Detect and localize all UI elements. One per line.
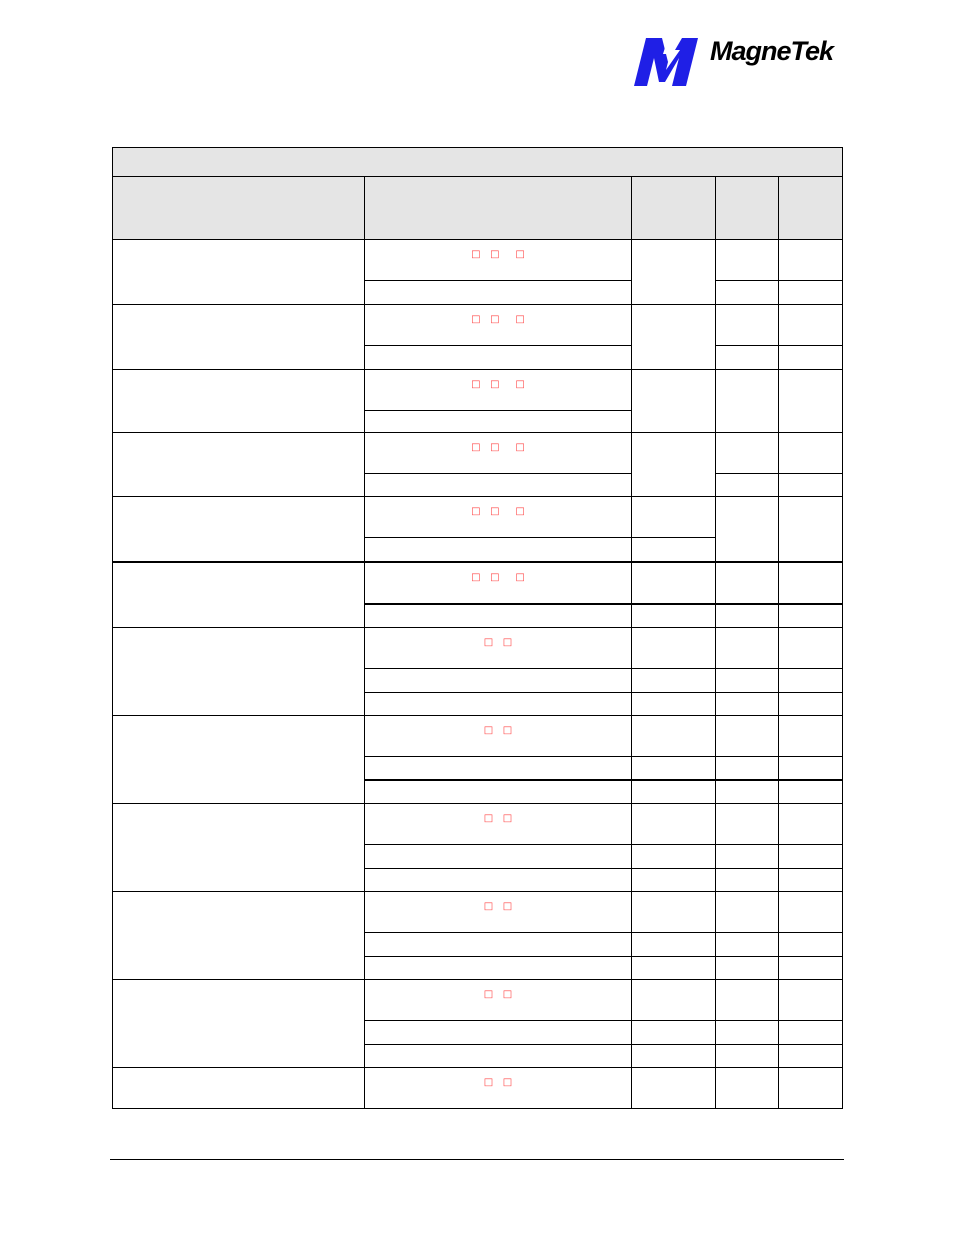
table-cell <box>365 411 632 433</box>
marker-glyphs: □ □ <box>483 1077 513 1088</box>
table-row <box>113 628 843 669</box>
table-cell <box>632 1044 716 1067</box>
table-cell <box>779 669 843 692</box>
table-cell <box>779 757 843 781</box>
table-cell <box>365 281 632 305</box>
table-cell <box>779 1068 843 1109</box>
parameter-table <box>112 147 843 1109</box>
table-row <box>113 370 843 411</box>
marker-glyphs: □ □ □ <box>471 506 525 517</box>
table-cell <box>779 804 843 845</box>
table-cell <box>632 604 716 628</box>
table-cell <box>716 780 779 804</box>
marker-glyphs: □ □ □ <box>471 379 525 390</box>
table-cell <box>779 497 843 563</box>
table-cell <box>365 346 632 370</box>
table-header-row <box>113 177 843 240</box>
table-row <box>113 433 843 474</box>
table-cell <box>716 433 779 474</box>
table-row <box>113 497 843 538</box>
table-cell <box>716 692 779 715</box>
magnetek-m-bolt-icon <box>632 36 708 88</box>
marker-glyphs: □ □ □ <box>471 249 525 260</box>
marker-glyphs: □ □ □ <box>471 314 525 325</box>
table-cell <box>632 804 716 845</box>
value-cell <box>365 892 632 933</box>
table-cell <box>632 497 716 538</box>
table-cell <box>779 240 843 281</box>
table-cell <box>365 538 632 563</box>
table-cell <box>632 433 716 497</box>
table-cell <box>779 980 843 1021</box>
table-cell <box>779 933 843 956</box>
table-title-row <box>113 148 843 177</box>
table-cell <box>716 845 779 868</box>
table-cell <box>716 892 779 933</box>
table-cell <box>779 868 843 891</box>
table-cell <box>716 305 779 346</box>
value-cell <box>365 497 632 538</box>
column-header-3 <box>632 177 716 240</box>
table-cell <box>779 845 843 868</box>
table-cell <box>365 956 632 979</box>
value-cell <box>365 433 632 474</box>
table-cell <box>632 956 716 979</box>
table-cell <box>365 1021 632 1044</box>
table-cell <box>632 538 716 563</box>
table-row <box>113 1068 843 1109</box>
table-cell <box>365 868 632 891</box>
table-cell <box>716 497 779 563</box>
row-label-cell <box>113 433 365 497</box>
table-cell <box>779 692 843 715</box>
table-cell <box>365 845 632 868</box>
table-row <box>113 305 843 346</box>
table-cell <box>365 604 632 628</box>
table-row <box>113 240 843 281</box>
table-cell <box>779 716 843 757</box>
table-cell <box>716 669 779 692</box>
table-cell <box>779 305 843 346</box>
table-cell <box>632 692 716 715</box>
value-cell <box>365 370 632 411</box>
marker-glyphs: □ □ <box>483 637 513 648</box>
value-cell <box>365 562 632 604</box>
table-cell <box>779 780 843 804</box>
table-row <box>113 892 843 933</box>
table-cell <box>632 370 716 433</box>
row-label-cell <box>113 240 365 305</box>
table-cell <box>716 562 779 604</box>
value-cell <box>365 628 632 669</box>
logo-wordmark: MagneTek <box>710 36 834 66</box>
table-row <box>113 562 843 604</box>
table-cell <box>632 980 716 1021</box>
table-cell <box>716 240 779 281</box>
row-label-cell <box>113 370 365 433</box>
table-cell <box>779 474 843 497</box>
table-cell <box>716 346 779 370</box>
value-cell <box>365 980 632 1021</box>
value-cell <box>365 1068 632 1109</box>
table-cell <box>632 240 716 305</box>
table-cell <box>779 604 843 628</box>
table-cell <box>632 669 716 692</box>
table-cell <box>632 892 716 933</box>
value-cell <box>365 804 632 845</box>
marker-glyphs: □ □ <box>483 813 513 824</box>
table-cell <box>716 281 779 305</box>
table-cell <box>365 757 632 781</box>
table-cell <box>716 757 779 781</box>
table-cell <box>779 892 843 933</box>
table-cell <box>716 1068 779 1109</box>
table-cell <box>365 474 632 497</box>
table-cell <box>716 716 779 757</box>
table-cell <box>779 956 843 979</box>
marker-glyphs: □ □ □ <box>471 442 525 453</box>
table-cell <box>716 868 779 891</box>
table-cell <box>632 933 716 956</box>
marker-glyphs: □ □ <box>483 725 513 736</box>
table-cell <box>365 692 632 715</box>
table-cell <box>779 628 843 669</box>
table-cell <box>632 716 716 757</box>
table-cell <box>632 628 716 669</box>
table-cell <box>632 845 716 868</box>
row-label-cell <box>113 980 365 1068</box>
table-cell <box>779 1021 843 1044</box>
table-row <box>113 980 843 1021</box>
magnetek-logo <box>632 36 844 88</box>
table-title <box>113 148 843 177</box>
table-cell <box>716 804 779 845</box>
marker-glyphs: □ □ □ <box>471 572 525 583</box>
table-cell <box>779 562 843 604</box>
row-label-cell <box>113 1068 365 1109</box>
table-cell <box>365 1044 632 1067</box>
row-label-cell <box>113 497 365 563</box>
table-row <box>113 716 843 757</box>
value-cell <box>365 240 632 281</box>
row-label-cell <box>113 892 365 980</box>
column-header-2 <box>365 177 632 240</box>
table-cell <box>779 370 843 433</box>
marker-glyphs: □ □ <box>483 989 513 1000</box>
table-cell <box>365 933 632 956</box>
footer-rule <box>110 1159 844 1160</box>
table-cell <box>779 433 843 474</box>
table-cell <box>632 868 716 891</box>
value-cell <box>365 716 632 757</box>
table-cell <box>632 780 716 804</box>
table-cell <box>716 628 779 669</box>
table-cell <box>632 1021 716 1044</box>
table-row <box>113 804 843 845</box>
table-cell <box>632 562 716 604</box>
column-header-1 <box>113 177 365 240</box>
table-cell <box>779 281 843 305</box>
table-cell <box>365 669 632 692</box>
table-cell <box>779 346 843 370</box>
table-cell <box>632 1068 716 1109</box>
table-cell <box>716 1044 779 1067</box>
value-cell <box>365 305 632 346</box>
row-label-cell <box>113 628 365 716</box>
column-header-4 <box>716 177 779 240</box>
table-cell <box>716 474 779 497</box>
table-cell <box>716 956 779 979</box>
row-label-cell <box>113 804 365 892</box>
table-cell <box>779 1044 843 1067</box>
table-cell <box>716 1021 779 1044</box>
row-label-cell <box>113 562 365 628</box>
table-cell <box>632 757 716 781</box>
table-cell <box>716 933 779 956</box>
table-cell <box>365 780 632 804</box>
row-label-cell <box>113 305 365 370</box>
table-cell <box>632 305 716 370</box>
row-label-cell <box>113 716 365 804</box>
marker-glyphs: □ □ <box>483 901 513 912</box>
table-cell <box>716 604 779 628</box>
table-cell <box>716 370 779 433</box>
column-header-5 <box>779 177 843 240</box>
table-cell <box>716 980 779 1021</box>
